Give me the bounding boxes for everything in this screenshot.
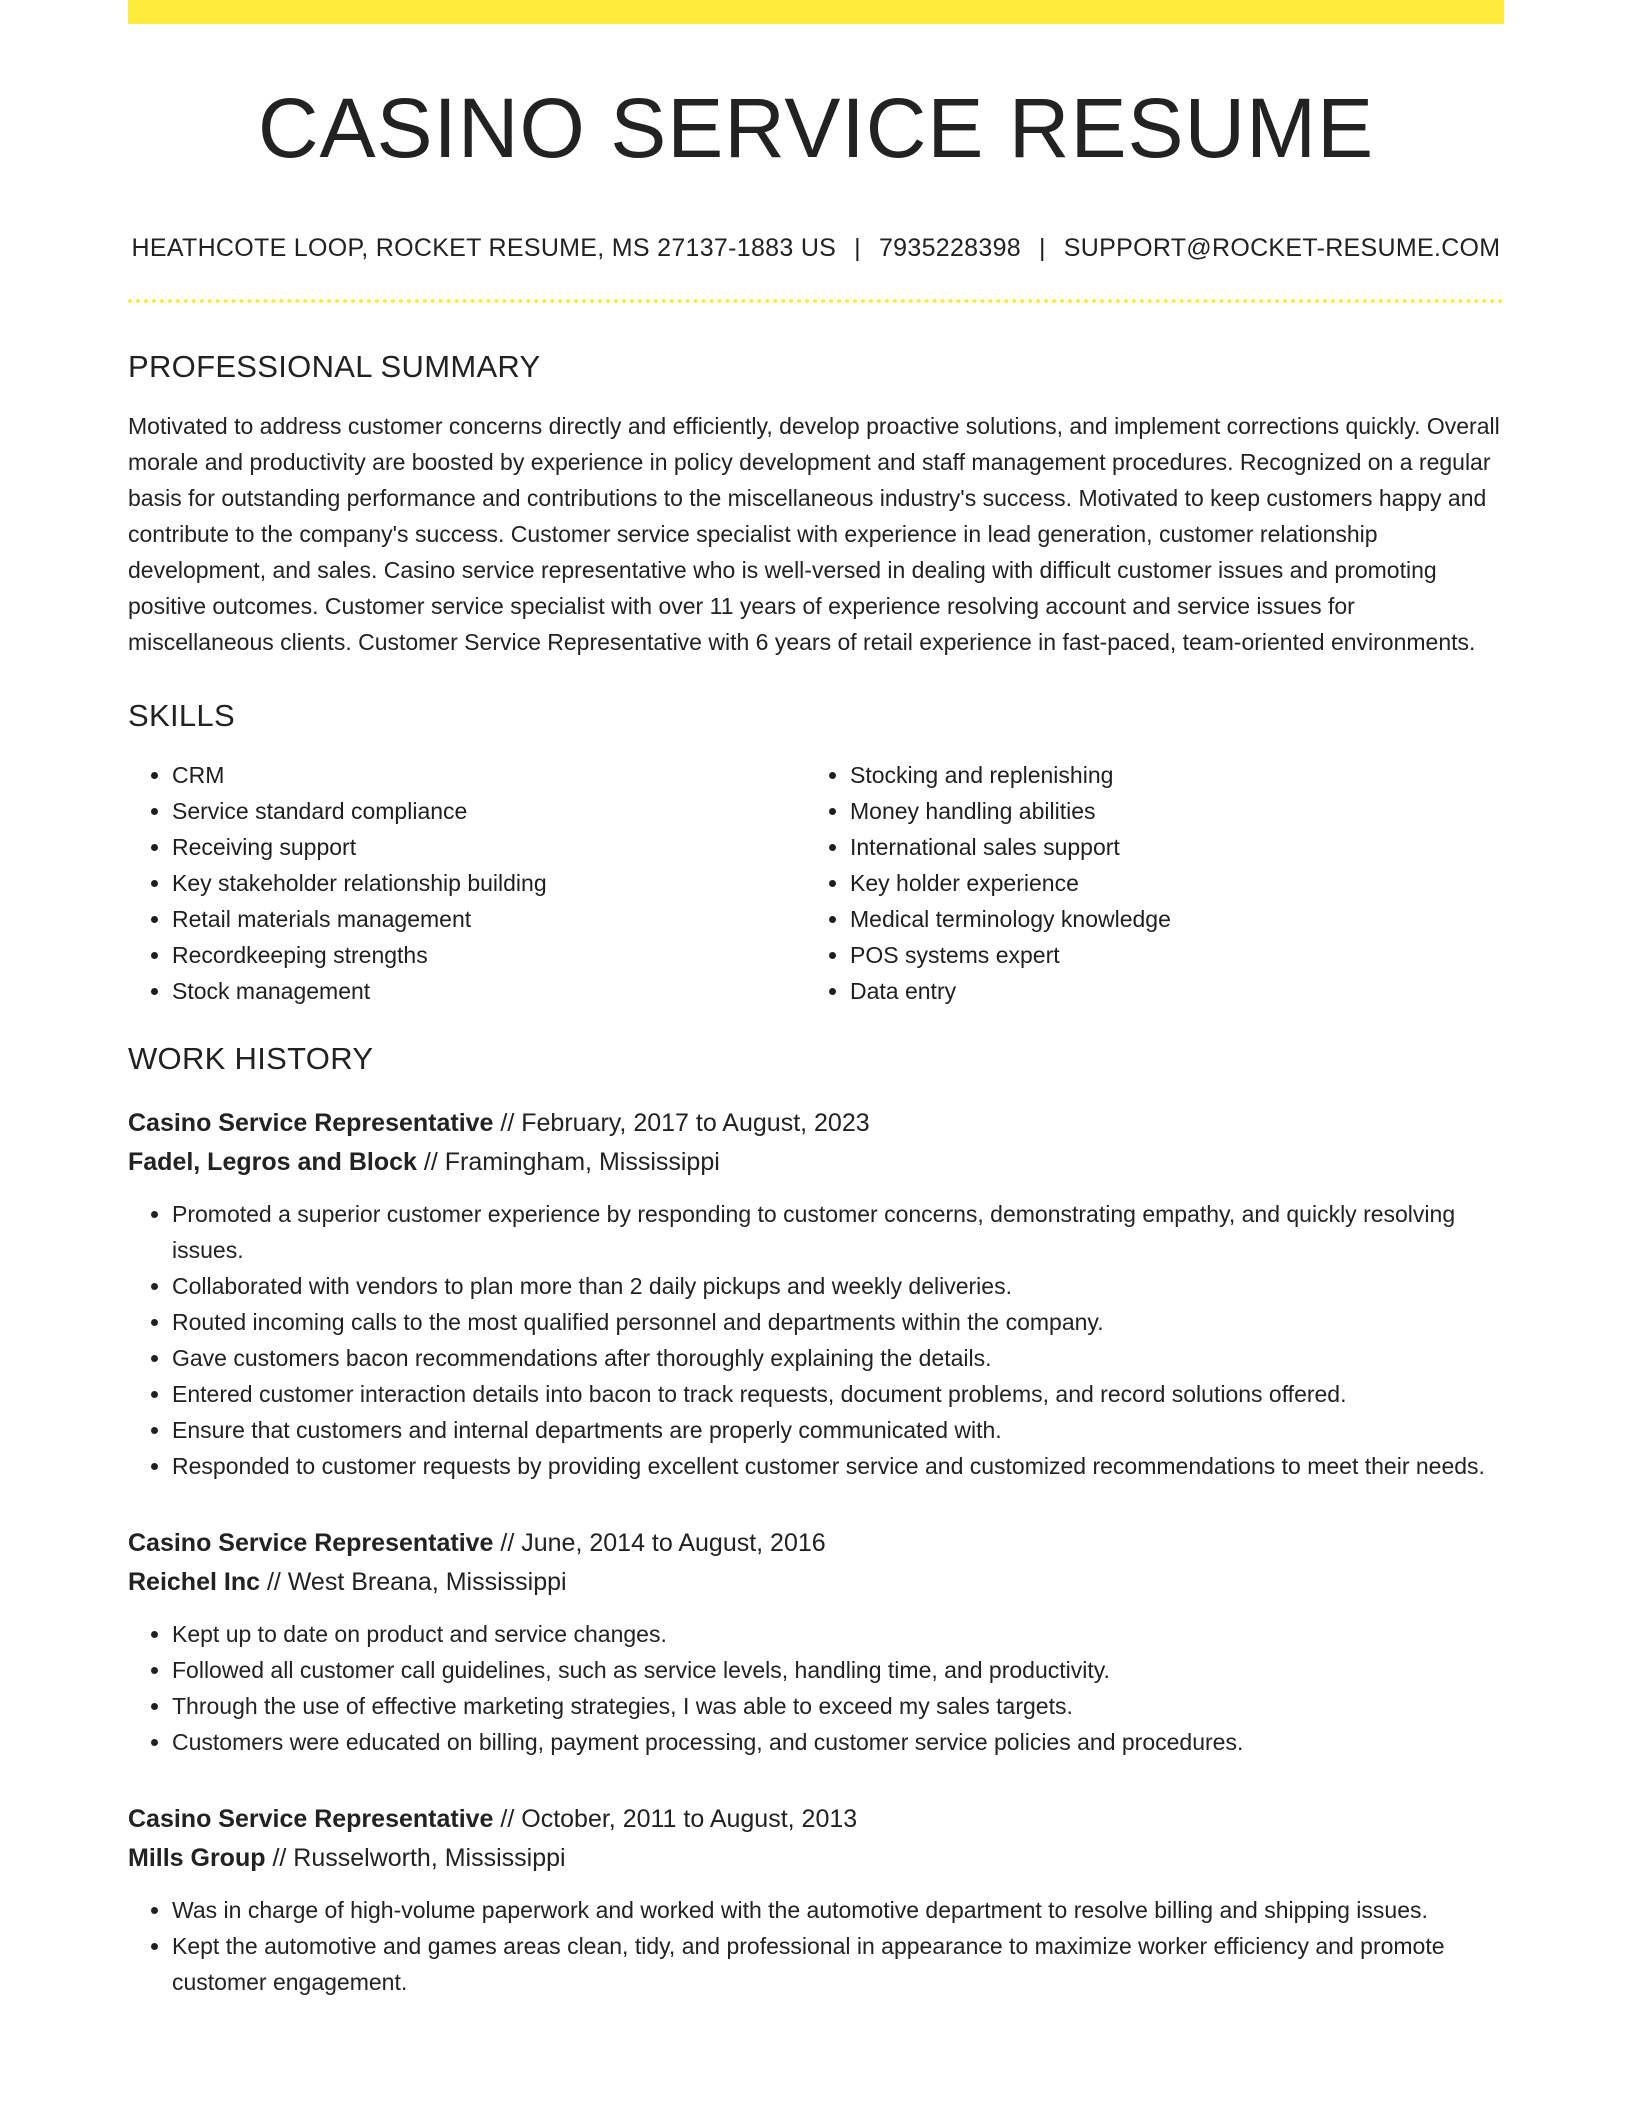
job-bullets — [128, 1196, 1504, 1484]
job-bullet: • Ensure that customers and internal departments are properly communicated with. — [172, 1412, 1504, 1448]
job-bullet: • Gave customers bacon recommendations after thoroughly explaining the details. — [172, 1340, 1504, 1376]
job-bullet: • Through the use of effective marketing strategies, I was able to exceed my sales targets. — [172, 1688, 1504, 1724]
job-bullet: • Was in charge of high-volume paperwork and worked with the automotive department to resolve billing and shipping issues. — [172, 1892, 1504, 1928]
resume-page — [128, 0, 1504, 2000]
contact-separator: | — [1039, 234, 1046, 262]
job-location: // Russelworth, Mississippi — [265, 1844, 566, 1872]
top-accent-bar — [128, 0, 1504, 24]
job-entry — [128, 1800, 1504, 2000]
contact-separator: | — [854, 234, 861, 262]
job-dates: // June, 2014 to August, 2016 — [493, 1529, 826, 1557]
summary-heading: PROFESSIONAL SUMMARY — [128, 349, 541, 384]
skill-item: • International sales support — [850, 829, 1484, 865]
job-bullet: • Customers were educated on billing, payment processing, and customer service policies and procedures. — [172, 1724, 1504, 1760]
job-location: // Framingham, Mississippi — [416, 1148, 720, 1176]
job-company: Mills Group — [128, 1844, 266, 1872]
job-dates: // February, 2017 to August, 2023 — [493, 1109, 870, 1137]
job-bullet: • Kept up to date on product and service changes. — [172, 1616, 1504, 1652]
job-entry — [128, 1104, 1504, 1484]
summary-text: Motivated to address customer concerns directly and efficiently, develop proactive solutions, and implement corrections quickly. Overall morale and productivity are boosted by experience in policy development and staff management procedures. Recognized on a regular basis for outstanding performance and contributions to the miscellaneous industry's success. Motivated to keep customers happy and contribute to the company's success. Customer service specialist with experience in lead generation, customer relationship development, and sales. Casino service representative who is well-versed in dealing with difficult customer issues and promoting positive outcomes. Customer service specialist with over 11 years of experience resolving account and service issues for miscellaneous clients. Customer Service Representative with 6 years of retail experience in fast-paced, team-oriented environments. — [128, 413, 1500, 655]
skill-item: • CRM — [172, 757, 806, 793]
job-company-line — [128, 1563, 1504, 1602]
skill-item: • Retail materials management — [172, 901, 806, 937]
job-title-line — [128, 1104, 1504, 1143]
skills-grid — [128, 757, 1504, 1009]
skill-item: • Recordkeeping strengths — [172, 937, 806, 973]
job-bullet: • Entered customer interaction details into bacon to track requests, document problems, and record solutions offered. — [172, 1376, 1504, 1412]
job-company-line — [128, 1839, 1504, 1878]
skill-item: • Stock management — [172, 973, 806, 1009]
contact-address: HEATHCOTE LOOP, ROCKET RESUME, MS 27137-1883 US — [131, 234, 837, 262]
job-bullet: • Followed all customer call guidelines, such as service levels, handling time, and productivity. — [172, 1652, 1504, 1688]
job-title: Casino Service Representative — [128, 1805, 494, 1833]
job-location: // West Breana, Mississippi — [260, 1568, 567, 1596]
job-entry — [128, 1524, 1504, 1760]
job-dates: // October, 2011 to August, 2013 — [493, 1805, 858, 1833]
job-title: Casino Service Representative — [128, 1109, 494, 1137]
job-title-line — [128, 1800, 1504, 1839]
job-company: Reichel Inc — [128, 1568, 260, 1596]
job-bullet: • Promoted a superior customer experience by responding to customer concerns, demonstrating empathy, and quickly resolving issues. — [172, 1196, 1504, 1268]
dotted-divider — [128, 299, 1504, 303]
job-bullets — [128, 1892, 1504, 2000]
skills-list-right — [806, 757, 1484, 1009]
skill-item: • Data entry — [850, 973, 1484, 1009]
skills-heading: SKILLS — [128, 698, 235, 733]
skill-item: • Medical terminology knowledge — [850, 901, 1484, 937]
skill-item: • POS systems expert — [850, 937, 1484, 973]
job-title-line — [128, 1524, 1504, 1563]
job-bullets — [128, 1616, 1504, 1760]
job-company: Fadel, Legros and Block — [128, 1148, 417, 1176]
contact-line — [128, 236, 1504, 261]
contact-email: SUPPORT@ROCKET-RESUME.COM — [1063, 234, 1501, 262]
job-bullet: • Kept the automotive and games areas clean, tidy, and professional in appearance to maximize worker efficiency and promote customer engagement. — [172, 1928, 1504, 2000]
job-bullet: • Responded to customer requests by providing excellent customer service and customized recommendations to meet their needs. — [172, 1448, 1504, 1484]
skill-item: • Receiving support — [172, 829, 806, 865]
job-company-line — [128, 1143, 1504, 1182]
skill-item: • Money handling abilities — [850, 793, 1484, 829]
work-history-heading: WORK HISTORY — [128, 1041, 374, 1076]
contact-phone: 7935228398 — [878, 234, 1021, 262]
skill-item: • Key stakeholder relationship building — [172, 865, 806, 901]
skills-list-left — [128, 757, 806, 1009]
skill-item: • Service standard compliance — [172, 793, 806, 829]
page-title: CASINO SERVICE RESUME — [257, 81, 1375, 175]
job-bullet: • Routed incoming calls to the most qualified personnel and departments within the company. — [172, 1304, 1504, 1340]
job-title: Casino Service Representative — [128, 1529, 494, 1557]
skill-item: • Key holder experience — [850, 865, 1484, 901]
job-bullet: • Collaborated with vendors to plan more than 2 daily pickups and weekly deliveries. — [172, 1268, 1504, 1304]
skill-item: • Stocking and replenishing — [850, 757, 1484, 793]
